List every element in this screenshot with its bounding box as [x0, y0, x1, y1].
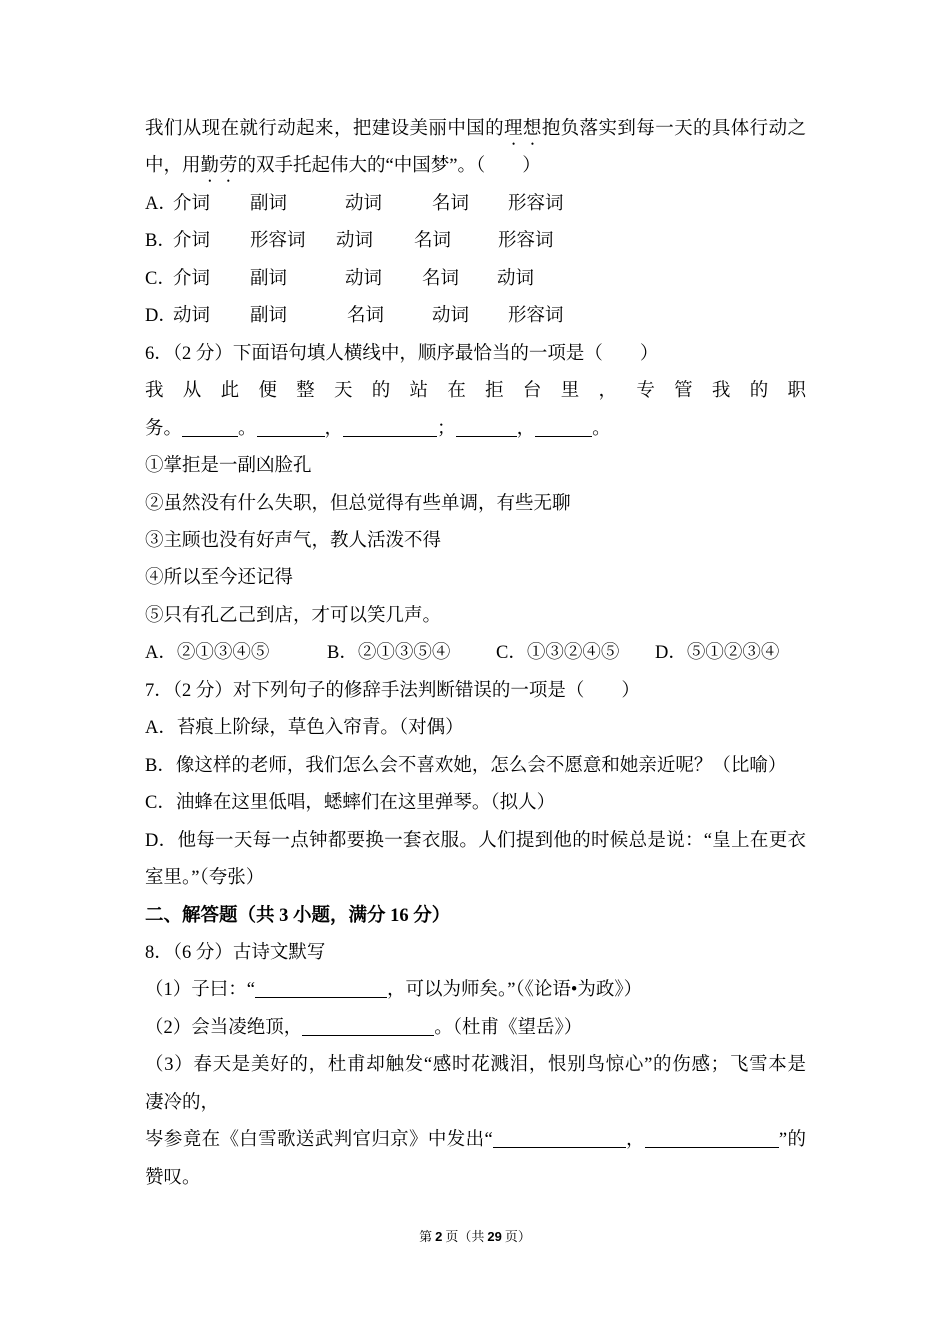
option-word: 名词	[422, 268, 460, 289]
answer-blank	[257, 422, 325, 437]
q7-option-b: B．像这样的老师，我们怎么会不喜欢她，怎么会不愿意和她亲近呢？（比喻）	[145, 755, 787, 776]
option-word: 介词	[173, 193, 211, 214]
q8-stem: 8．（6 分）古诗文默写	[145, 942, 326, 963]
q5-emphasized-word: 勤劳	[200, 156, 238, 177]
q6-separator: ，	[516, 418, 536, 439]
q5-stem-text: 抱负落实到每一天的具体行动之	[541, 119, 806, 139]
option-word: 副词	[250, 193, 288, 214]
option-word: 形容词	[508, 306, 564, 327]
q6-separator: ，	[324, 418, 344, 439]
q6-passage-text: 务。	[145, 418, 183, 439]
q8-item-3-line-3	[145, 1122, 806, 1159]
option-label: B．	[145, 231, 176, 252]
q8-item-text: ，可以为师矣。”（《论语•为政》）	[386, 980, 643, 1001]
q8-item-text: 岑参竟在《白雪歌送武判官归京》中发出“	[145, 1130, 493, 1151]
answer-blank	[535, 422, 592, 437]
option-word: 副词	[250, 306, 288, 327]
q6-stem: 6．（2 分）下面语句填人横线中，顺序最恰当的一项是（ ）	[145, 343, 659, 364]
q6-option-c: C．①③②④⑤	[496, 643, 620, 664]
q6-separator: ；	[437, 418, 456, 439]
q6-option-b: B．②①③⑤④	[327, 643, 451, 664]
page-content	[145, 111, 806, 1197]
q6-separator: 。	[238, 418, 257, 439]
page-footer	[0, 1227, 950, 1247]
total-pages: 29	[487, 1229, 502, 1244]
q8-item-2	[145, 1010, 806, 1047]
q6-sentence-1: ①掌拒是一副凶脸孔	[145, 456, 312, 477]
q6-options	[145, 635, 806, 672]
option-word: 名词	[432, 193, 470, 214]
answer-blank	[255, 983, 387, 998]
q7-option-a: A．苔痕上阶绿，草色入帘青。（对偶）	[145, 718, 464, 739]
option-word: 动词	[497, 268, 535, 289]
q5-option-b	[145, 223, 806, 260]
q5-emphasized-word: 理想	[504, 119, 542, 139]
q8-item-text: 。（杜甫《望岳》）	[434, 1017, 583, 1038]
answer-blank	[456, 422, 517, 437]
option-word: 动词	[345, 268, 383, 289]
q5-stem-text: 我们从现在就行动起来，把建设美丽中国的	[145, 119, 505, 139]
q8-item-text: ，	[625, 1130, 645, 1151]
q6-sentence-5: ⑤只有孔乙己到店，才可以笑几声。	[145, 605, 442, 626]
option-label: D．	[145, 306, 177, 327]
option-word: 名词	[347, 306, 385, 327]
q6-sentence-2: ②虽然没有什么失职，但总觉得有些单调，有些无聊	[145, 493, 571, 514]
option-word: 形容词	[508, 193, 564, 214]
option-word: 动词	[432, 306, 470, 327]
q5-option-a	[145, 186, 806, 223]
answer-blank	[493, 1133, 626, 1148]
q8-item-text: （1）子曰：“	[145, 980, 255, 1001]
answer-blank	[182, 422, 238, 437]
q6-option-d: D．⑤①②③④	[655, 643, 780, 664]
q5-stem-text: 中，用	[145, 156, 201, 177]
answer-blank	[645, 1133, 779, 1148]
q8-item-3-line-2: 凄冷的，	[145, 1092, 220, 1113]
q6-separator: 。	[592, 418, 611, 439]
q6-sentence-4: ④所以至今还记得	[145, 568, 294, 589]
q6-passage-line-1: 我从此便整天的站在拒台里，专管我的职	[145, 381, 806, 402]
q8-item-3-line-1: （3）春天是美好的，杜甫却触发“感时花溅泪，恨别鸟惊心”的伤感；飞雪本是	[145, 1055, 806, 1076]
answer-blank	[343, 422, 437, 437]
answer-blank	[302, 1021, 434, 1036]
q7-option-d-line-1: D．他每一天每一点钟都要换一套衣服。人们提到他的时候总是说：“皇上在更衣	[145, 830, 806, 851]
q8-item-1	[145, 972, 806, 1009]
option-word: 动词	[173, 306, 211, 327]
footer-text: 第	[419, 1229, 433, 1244]
q5-stem-text: 的双手托起伟大的“中国梦”。（ ）	[237, 156, 541, 177]
q5-stem-line-2	[145, 148, 806, 185]
option-label: A．	[145, 193, 177, 214]
option-label: C．	[145, 268, 176, 289]
option-word: 介词	[173, 268, 211, 289]
option-word: 名词	[414, 231, 452, 252]
q6-passage-line-2	[145, 411, 806, 448]
q8-item-text: （2）会当凌绝顶，	[145, 1017, 303, 1038]
option-word: 动词	[336, 231, 374, 252]
option-word: 形容词	[250, 231, 306, 252]
page-number: 2	[435, 1229, 443, 1244]
option-word: 介词	[173, 231, 211, 252]
q8-item-3-line-4: 赞叹。	[145, 1167, 201, 1188]
option-word: 副词	[250, 268, 288, 289]
option-word: 动词	[345, 193, 383, 214]
q5-option-d	[145, 298, 806, 335]
q6-sentence-3: ③主顾也没有好声气，教人活泼不得	[145, 530, 442, 551]
q7-option-d-line-2: 室里。”（夸张）	[145, 868, 265, 889]
option-word: 形容词	[498, 231, 554, 252]
q8-item-text: ”的	[778, 1130, 806, 1151]
footer-text: 页（共	[445, 1229, 485, 1244]
q7-option-c: C．油蜂在这里低唱，蟋蟀们在这里弹琴。（拟人）	[145, 793, 556, 814]
q7-stem: 7．（2 分）对下列句子的修辞手法判断错误的一项是（ ）	[145, 680, 640, 701]
q5-option-c	[145, 261, 806, 298]
footer-text: 页）	[504, 1229, 531, 1244]
q6-option-a: A．②①③④⑤	[145, 643, 270, 664]
section-heading: 二、解答题（共 3 小题，满分 16 分）	[145, 905, 451, 926]
q5-stem-line-1	[145, 111, 806, 148]
